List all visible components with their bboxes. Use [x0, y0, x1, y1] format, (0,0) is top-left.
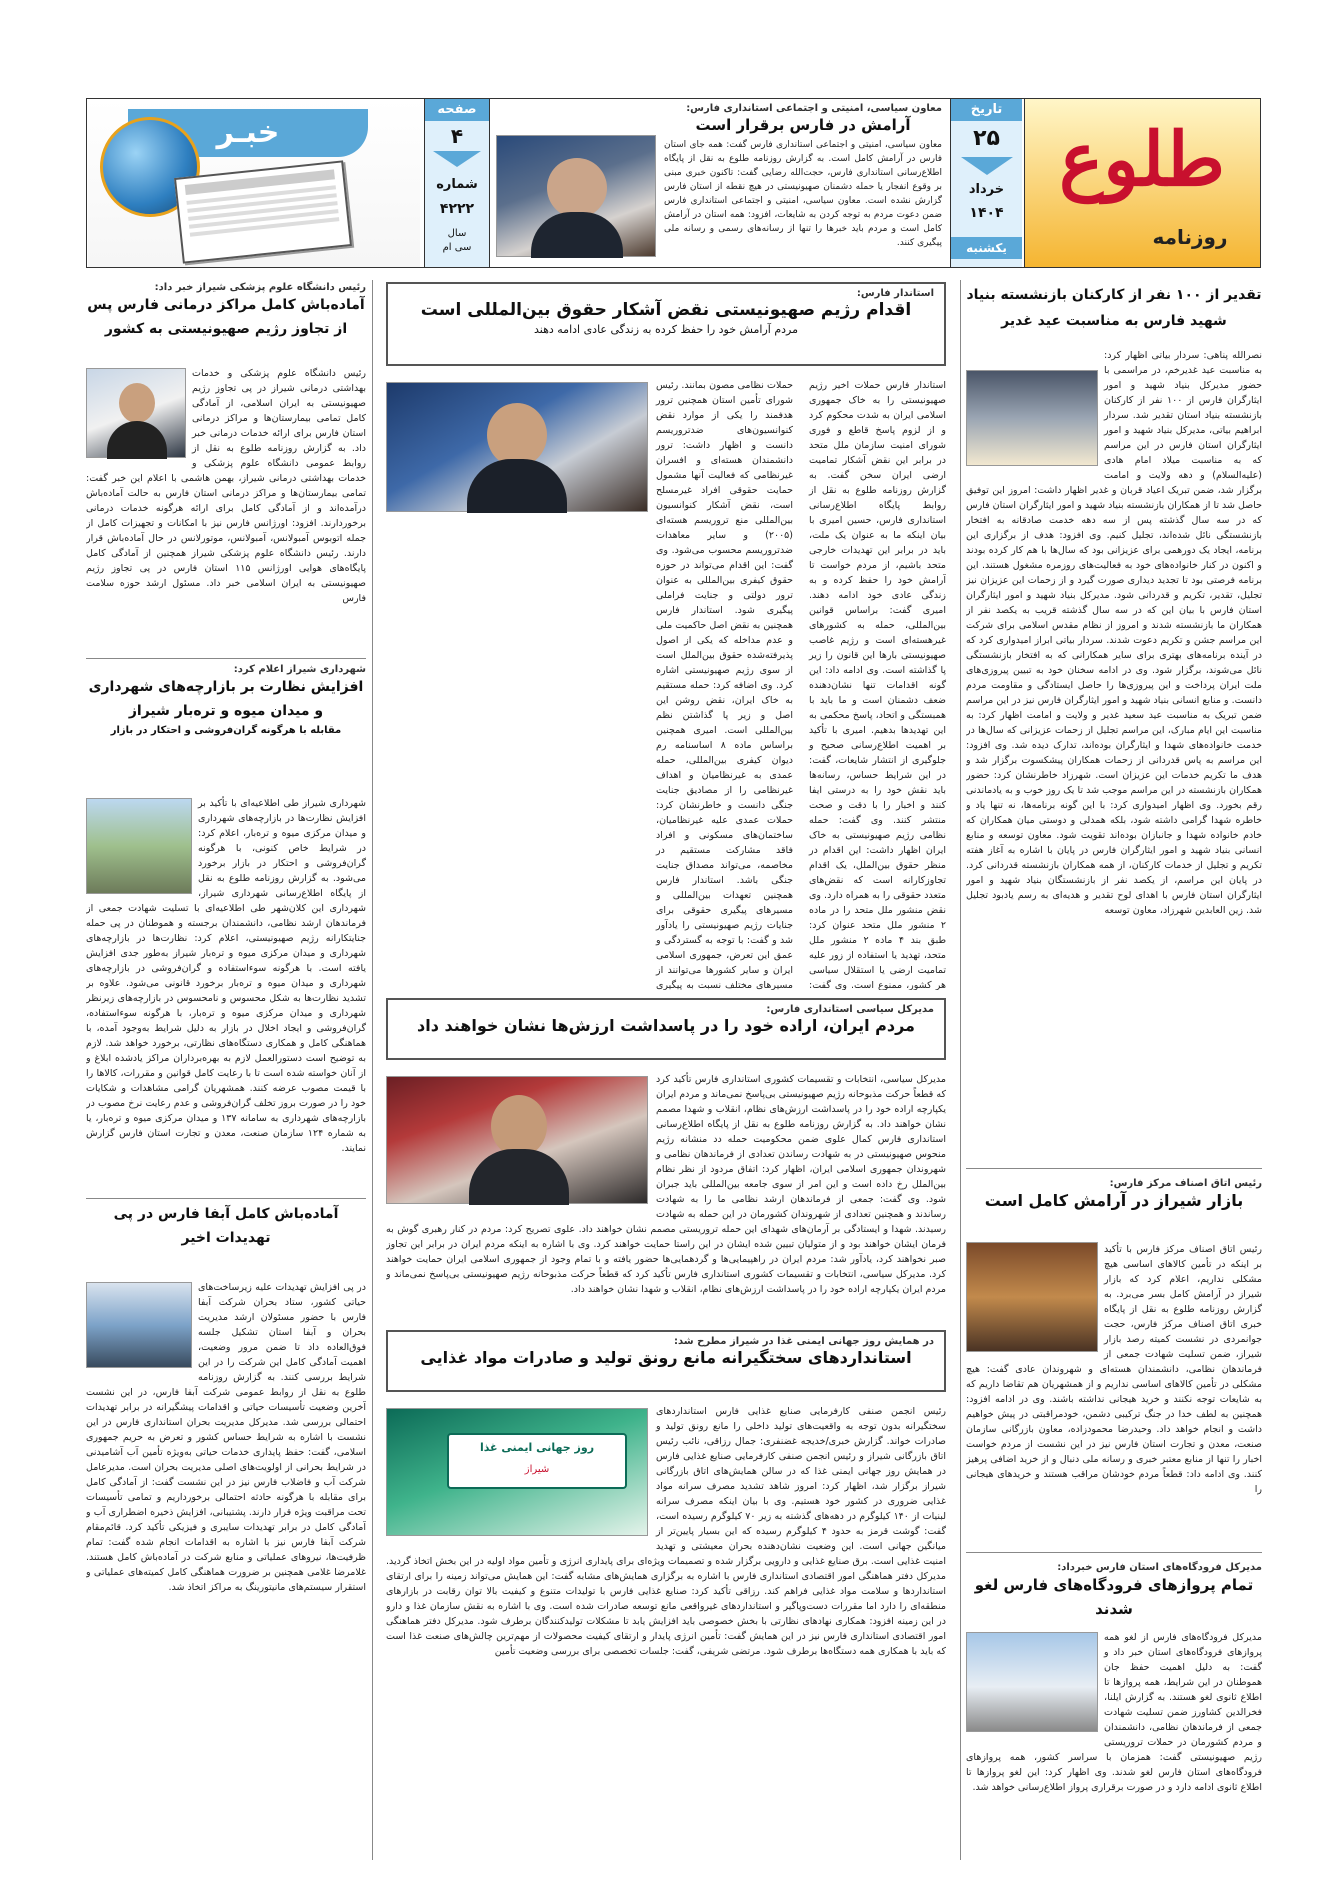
page-chevron-icon	[433, 151, 481, 167]
left-a3-wrap	[86, 1280, 366, 1858]
issue-number: ۴۲۲۲	[439, 201, 475, 217]
top-story-title: آرامش در فارس برقرار است	[695, 116, 911, 134]
divider	[372, 280, 373, 1860]
banner-line2: شیراز	[524, 1464, 550, 1475]
divider	[966, 1552, 1262, 1553]
page-label: صفحه	[425, 99, 489, 121]
mid-headline-box	[386, 998, 946, 1060]
mid-title: مردم ایران، اراده خود را در پاسداشت ارزش‌ها نشان خواهند داد	[417, 1016, 915, 1035]
right-a2-kicker: رئیس اتاق اصناف مرکز فارس:	[1109, 1178, 1262, 1189]
left-a2-kicker: شهرداری شیراز اعلام کرد:	[233, 664, 366, 675]
year-label: سال	[447, 228, 467, 239]
bottom-headline-box	[386, 1330, 946, 1392]
right-a2-wrap	[966, 1242, 1262, 1542]
date-day: ۲۵	[973, 126, 1000, 151]
lead-subtitle: مردم آرامش خود را حفظ کرده به زندگی عادی ادامه دهند	[533, 323, 799, 336]
lead-headline-box	[386, 282, 946, 366]
bottom-body-wrap	[386, 1404, 946, 1858]
lead-kicker: استاندار فارس:	[856, 288, 934, 299]
lead-body-wrap	[386, 378, 946, 990]
left-a2-title: افزایش نظارت بر بازارچه‌های شهرداری و میدان میوه و تره‌بار شیراز	[88, 679, 364, 719]
lead-body: استاندار فارس حملات اخیر رژیم صهیونیستی را به خاک جمهوری اسلامی ایران به شدت محکوم کرد و از لزوم پاسخ قاطع و فوری شورای امنیت سازمان ملل متحد در برابر این نقض آشکار تمامیت ارضی ایران سخن گفت. به گزارش روزنامه طلوع به نقل از روابط پایگاه اطلاع‌رسانی استانداری فارس، حسین امیری با بیان اینکه ما به عنوان یک ملت، باید در برابر این تهدیدات خارجی متحد باشیم، از مردم خواست تا آرامش خود را حفظ کرده و به زندگی عادی خود ادامه دهند. امیری گفت: براساس قوانین بین‌المللی، حمله به کشورهای غیرهسته‌ای است و رژیم غاصب صهیونیستی بارها این قانون را زیر پا گذاشته است. وی ادامه داد: این گونه اقدامات تنها نشان‌دهنده ضعف دشمنان است و ما باید با همبستگی و اتحاد، پاسخ محکمی به این تهدیدها بدهیم. امیری با تأکید بر اهمیت اطلاع‌رسانی صحیح و جلوگیری از انتشار شایعات، گفت: در این شرایط حساس، رسانه‌ها باید نقش خود را به درستی ایفا کنند و اخبار را با دقت و صحت منتشر کنند. وی گفت: حمله نظامی رژیم صهیونیستی به خاک ایران اظهار داشت: این اقدام در منظر حقوق بین‌الملل، یک اقدام تجاوزکارانه است که نقض‌های متعدد حقوقی را به همراه دارد. وی نقض منشور ملل متحد را در ماده ۲ منشور ملل متحد عنوان کرد: طبق بند ۴ ماده ۲ منشور ملل متحد، تهدید یا استفاده از زور علیه تمامیت ارضی یا استقلال سیاسی هر کشور، ممنوع است. وی گفت: حملات نظامی مصون بمانند. رئیس شورای تأمین استان همچنین ترور هدفمند را یکی از موارد نقض کنوانسیون‌های ضدتروریسم دانست و اظهار داشت: ترور دانشمندان هسته‌ای و افسران غیرنظامی که فعالیت آنها مشمول حمایت حقوقی افراد غیرمسلح است، نقض آشکار کنوانسیون بین‌المللی منع تروریسم هسته‌ای (۲۰۰۵) و سایر معاهدات ضدتروریسم محسوب می‌شود. وی گفت: این اقدام می‌تواند در حوزه حقوق کیفری بین‌المللی به عنوان ترور دولتی و جنایت فراملی پیگیری شود. استاندار فارس همچنین به نقض اصل حاکمیت ملی و عدم مداخله که یکی از اصول پذیرفته‌شده حقوق بین‌الملل است از سوی رژیم صهیونیستی اشاره کرد. وی اضافه کرد: حمله مستقیم به خاک ایران، نقض روشن این اصل و زیر پا گذاشتن نظم بین‌المللی است. امیری همچنین براساس ماده ۸ اساسنامه رم دیوان کیفری بین‌المللی، حمله عمدی به غیرنظامیان و اهداف غیرنظامی را از مصادیق جنایت جنگی دانست و خاطرنشان کرد: حملات عمدی علیه غیرنظامیان، ساختمان‌های مسکونی و افراد فاقد مشارکت مستقیم در مخاصمه، می‌تواند مصداق جنایت جنگی باشد. استاندار فارس همچنین تعهدات بین‌المللی و مسیرهای پیگیری حقوقی برای جنایات رژیم صهیونیستی را یادآور شد و گفت: با توجه به گستردگی و عمق این تعرض، جمهوری اسلامی ایران و سایر کشورها می‌توانند از مسیرهای مختلف نسبت به پیگیری	[656, 380, 946, 990]
banner-line1: روز جهانی ایمنی غذا	[479, 1441, 595, 1454]
date-month: خرداد	[968, 182, 1005, 197]
section-banner	[88, 99, 420, 267]
left-a3-body: در پی افزایش تهدیدات علیه زیرساخت‌های حیاتی کشور، ستاد بحران شرکت آبفا فارس با حضور مسئولان ارشد مدیریت بحران و آبفا استان تشکیل جلسه فوق‌العاده داد تا ضمن مرور وضعیت، اهمیت آمادگی کامل این شرکت را در این شرایط بررسی کنند. به گزارش روزنامه طلوع به نقل از روابط عمومی شرکت آبفا فارس، در این نشست آخرین وضعیت تأسیسات حیاتی و اقدامات پیشگیرانه در برابر تهدیدات احتمالی بررسی شد. مدیرکل مدیریت بحران استانداری فارس در این نشست با اشاره به شرایط حساس کشور و تعرض به حریم جمهوری اسلامی، گفت: حفظ پایداری خدمات حیاتی به‌ویژه تأمین آب آشامیدنی در شرایط بحرانی از اولویت‌های اصلی مدیریت بحران است. مدیرعامل شرکت آب و فاضلاب فارس نیز در این نشست گفت: از آمادگی کامل برای مقابله با هرگونه حادثه احتمالی برخورداریم و تمامی تأسیسات تحت مراقبت ویژه قرار دارند. پشتیبانی، افزایش ذخیره اضطراری آب و آمادگی کامل در برابر تهدیدات سایبری و فیزیکی تأکید کرد. قائم‌مقام شرکت آبفا فارس نیز با اشاره به اقدامات انجام شده گفت: تمام ظرفیت‌ها، نیروهای عملیاتی و منابع شرکت در آماده‌باش کامل هستند. غلامرضا غلامی همچنین بر ضرورت هماهنگی کامل کمیته‌های عملیاتی و استقرار سیستم‌های مانیتورینگ به مراکز اتخاذ شد.	[86, 1282, 366, 1593]
mid-kicker: مدیرکل سیاسی استانداری فارس:	[766, 1004, 934, 1015]
right-a1-body: نصرالله پناهی: سردار بیاتی اظهار کرد: به مناسبت عید غدیرخم، در مراسمی با حضور مدیرکل بنیاد شهید و امور ایثارگران فارس از ۱۰۰ نفر از کارکنان بازنشسته بنیاد استان تقدیر شد. سردار ابراهیم بیاتی، مدیرکل بنیاد شهید و امور ایثارگران استان فارس در این مراسم که به مناسبت میلاد امام هادی (علیه‌السلام) و دهه ولایت و امامت برگزار شد، ضمن تبریک اعیاد قربان و غدیر اظهار داشت: امروز این توفیق حاصل شد تا از همکاران بازنشسته بنیاد شهید و امور ایثارگران استان فارس که در سه سال گذشته پس از سه دهه خدمت صادقانه به افتخار بازنشستگی نائل شده‌اند، تجلیل کنیم. وی افزود: هدف از برگزاری این برنامه، ایجاد یک دورهمی برای عزیزانی بود که سال‌ها با هم کار کرده بودند و اکنون در کنار خانواده‌های خود به فعالیت‌های روزمره مشغول هستند. این برنامه فرصتی بود تا تجدید دیداری صورت گیرد و از زحمات این عزیزان نیز تجلیل، تقدیر، تکریم و قدردانی شود. مدیرکل بنیاد شهید و امور ایثارگران استان فارس با بیان این که در سه سال گذشته قریب به یکصد نفر از همکاران ما بازنشسته شدند و امروز از نظام مقدس اسلامی برای شرکت این مراسم جشن و تکریم دعوت شدند. سردار بیاتی ابراز امیدواری کرد که در آینده برنامه‌های بهتری برای سایر همکارانی که به افتخار بازنشستگی نائل می‌شوند، برگزار شود. وی در ادامه سخنان خود به تبیین پیروزی‌های ملت ایران پرداخت و این پیروزی‌ها را حاصل ایستادگی و مقاومت مردم دانست. و منابع انسانی بنیاد شهید و امور ایثارگران فارس نیز در این مراسم ضمن تبریک به مناسبت عید سعید غدیر و ولایت و امامت اظهار کرد: به مناسبت این ایام مبارک، این مراسم تجلیل از زحمات عزیزانی که سال‌ها در خدمت خانواده‌های شهدا و ایثارگران بوده‌اند، تدارک دیده شد. وی افزود: این مراسم به پاس قدردانی از زحمات همکاران پیشکسوت برگزار شد و هدف ما تکریم خدمات این عزیزان است. شهرزاد خاطرنشان کرد: حضور همکاران بازنشسته در این مراسم موجب شد تا یک روز خوب و به یادماندنی رقم بخورد. وی اظهار امیدواری کرد: با این گونه برنامه‌ها، نه تنها یاد و خاطره شهدا گرامی داشته شود، بلکه همدلی و دوستی میان همکاران که خادم خانواده شهدا و جانبازان بوده‌اند تقویت شود. معاون توسعه و منابع انسانی بنیاد شهید و امور ایثارگران فارس در پایان با اشاره به آغاز هفته تکریم و تجلیل از خدمات کارکنان، از همه همکاران بازنشسته قدردانی کرد. در پایان این مراسم، از یکصد نفر از بازنشستگان بنیاد شهید و امور ایثارگران استان فارس با اهدای لوح تقدیر و هدیه‌ای به رسم یادبود تجلیل شد. زین العابدین شهرزاد، معاون توسعه	[966, 350, 1262, 916]
right-a1-wrap	[966, 348, 1262, 1158]
date-chevron-icon	[961, 157, 1013, 175]
bottom-body: رئیس انجمن صنفی کارفرمایی صنایع غذایی فارس استانداردهای سختگیرانه بدون توجه به واقعیت‌های تولید داخلی را مانع رونق تولید و صادرات خواند. گزارش خبری/خدیجه غضنفری: جمال رزاقی، نائب رئیس اتاق بازرگانی شیراز و رئیس انجمن صنفی کارفرمایی صنایع غذایی فارس در همایش روز جهانی ایمنی غذا که در سالن همایش‌های اتاق بازرگانی شیراز برگزار شد، اظهار کرد: امروز شاهد تشدید مصرف سرانه مواد غذایی ضروری در کشور خود هستیم. وی با بیان اینکه مصرف سرانه لبنیات از ۱۴۰ کیلوگرم در دهه‌های گذشته به زیر ۷۰ کیلوگرم رسیده است، گفت: گوشت قرمز به حدود ۴ کیلوگرم رسیده که این بسیار پایین‌تر از میانگین جهانی است. این وضعیت نشان‌دهنده بحران معیشتی و تهدید امنیت غذایی است. برق صنایع غذایی و دارویی برگزار شده و تصمیمات ویژه‌ای برای پایداری انرژی و تأمین مواد اولیه در این بخش اتخاذ گردید. مدیرکل دفتر هماهنگی امور اقتصادی استانداری فارس با اشاره به برگزاری همایش‌های مشابه گفت: این همایش می‌تواند زمینه را برای ارتقای استانداردها و سلامت مواد غذایی فراهم کند. رزاقی تأکید کرد: صنایع غذایی فارس با تولیدات متنوع و کیفیت بالا توان رقابت در بازارهای منطقه‌ای را دارد اما مقررات دست‌وپاگیر و استانداردهای غیرواقعی مانع توسعه صادرات شده است. وی با اشاره به نقش سازمان غذا و دارو در این زمینه افزود: همکاری نهادهای نظارتی با بخش خصوصی باید افزایش یابد تا مشکلات تولیدکنندگان برطرف شود. مدیرکل دفتر هماهنگی امور اقتصادی استانداری فارس نیز در این همایش گفت: تأمین انرژی پایدار و ارتقای کیفیت محصولات از مهم‌ترین چالش‌های صنعت غذا است که باید با همکاری همه دستگاه‌ها برطرف شود. مرتضی شریفی، گفت: جلسات تخصصی برای بررسی وضعیت تأمین	[386, 1406, 946, 1657]
left-a1-wrap	[86, 366, 366, 668]
top-story-kicker: معاون سیاسی، امنیتی و اجتماعی استانداری فارس:	[686, 103, 942, 114]
center-column	[380, 282, 954, 1862]
right-column	[966, 282, 1262, 1862]
left-a2-subtitle: مقابله با هرگونه گران‌فروشی و احتکار در بازار	[110, 725, 342, 736]
mid-body: مدیرکل سیاسی، انتخابات و تقسیمات کشوری استانداری فارس تأکید کرد که قطعاً حرکت مذبوحانه رژیم صهیونیستی بی‌پاسخ نمی‌ماند و مردم ایران یکپارچه اراده خود را در پاسداشت ارزش‌های نظام، انقلاب و شهدا مصمم نشان خواهند داد. به گزارش روزنامه طلوع به نقل از پایگاه اطلاع‌رسانی استانداری فارس کمال علوی ضمن محکومیت حمله دد منشانه رژیم منحوس صهیونیستی در به شهادت رساندن تعدادی از فرماندهان نظامی و شهروندان جمهوری اسلامی ایران، اظهار کرد: اتفاق مردود از نظر نظام بین‌الملل رخ داده است و این امر از سوی جامعه بین‌المللی باید جبران شود. وی گفت: جمعی از فرماندهان ارشد نظامی ما را به شهادت رساندند و همچنین تعدادی از شهروندان کشورمان در این حمله به شهادت رسیدند. شهدا و ایستادگی بر آرمان‌های شهدای این حمله تروریستی مصمم نشان خواهند داد. علوی تصریح کرد: مردم در کنار رهبری گوش به فرمان ایشان خواهند بود و از متولیان تبیین شده ایشان در این راستا حمایت خواهند کرد. وی با اشاره به اینکه مردم ایران در برابر این تجاوز صبر نخواهند کرد، یادآور شد: مردم ایران در راهپیمایی‌ها و گردهمایی‌ها حضور یافته و با تمام وجود از جمهوری اسلامی ایران حمایت خواهند کرد. مدیرکل سیاسی، انتخابات و تقسیمات کشوری استانداری فارس تأکید کرد که قطعاً حرکت مذبوحانه رژیم صهیونیستی بی‌پاسخ نمی‌ماند و مردم ایران یکپارچه اراده خود را در پاسداشت ارزش‌های نظام، انقلاب و شهدا نشان خواهند داد.	[386, 1074, 946, 1295]
right-a2-body: رئیس اتاق اصناف مرکز فارس با تأکید بر اینکه در تأمین کالاهای اساسی هیچ مشکلی نداریم، اعلام کرد که بازار شیراز در آرامش کامل بسر می‌برد. به گزارش روزنامه طلوع به نقل از پایگاه خبری اتاق اصناف مرکز فارس، حجت جوانمردی در نشست کمیته رصد بازار شیراز، ضمن تسلیت شهادت جمعی از فرماندهان نظامی، دانشمندان هسته‌ای و شهروندان عادی گفت: هیچ مشکلی در تأمین کالاهای اساسی نداریم و از همشهریان هم تقاضا داریم که به شایعات توجه نکنند و خرید هیجانی نداشته باشند. وی در ادامه افزود: همچنین به لطف خدا در جنگ ترکیبی دشمن، خودمراقبتی در پیش خواهیم داشت و انجام خواهد داد. وحیدرضا محمودزاده، معاون بازرگانی سازمان صنعت، معدن و تجارت استان فارس نیز در این نشست از مردم خواست اخبار را تنها از منابع معتبر خبری و رسانه ملی دنبال و از خرید اضافی پرهیز کنند. وی ادامه داد: قطعاً مردم خودشان مراقب هستند و خریدهای هیجانی را	[966, 1244, 1262, 1495]
divider	[86, 658, 366, 659]
masthead	[86, 98, 1261, 268]
top-story-body: معاون سیاسی، امنیتی و اجتماعی استانداری فارس گفت: همه جای استان فارس در آرامش کامل است. به گزارش روزنامه طلوع به نقل از پایگاه اطلاع‌رسانی استانداری فارس، حجت‌الله رضایی گفت: تاکنون خبری مبنی بر وقوع انفجار یا حمله دشمنان صهیونیستی در هیچ نقطه از استان فارس گزارش نشده است. معاون سیاسی، امنیتی و اجتماعی استانداری فارس ضمن دعوت مردم به توجه کردن به شایعات، افزود: همه استان در آرامش کامل است و مردم باید خبرها را تنها از رسانه‌های رسمی و رسانه ملی پیگیری کنند.	[664, 140, 942, 248]
page-issue-block	[424, 99, 490, 267]
portrait-face-icon	[547, 158, 607, 218]
logo-block	[1024, 99, 1260, 267]
divider	[966, 1168, 1262, 1169]
date-year: ۱۴۰۴	[969, 205, 1004, 221]
top-story	[664, 103, 942, 263]
date-block	[950, 99, 1022, 267]
left-a2-wrap	[86, 796, 366, 1190]
date-label: تاریخ	[951, 99, 1022, 121]
divider	[960, 280, 961, 1860]
right-a1-title: تقدیر از ۱۰۰ نفر از کارکنان بازنشسته بنیاد شهید فارس به مناسبت عید غدیر	[966, 287, 1262, 329]
left-a2-body: شهرداری شیراز طی اطلاعیه‌ای با تأکید بر افزایش نظارت‌ها در بازارچه‌های شهرداری و میدان مرکزی میوه و تره‌بار، اعلام کرد: در شرایط خاص کنونی، با هرگونه گران‌فروشی و احتکار در بازار برخورد می‌شود. به گزارش روزنامه طلوع به نقل از پایگاه اطلاع‌رسانی شهرداری شیراز، شهرداری این کلان‌شهر طی اطلاعیه‌ای با تسلیت شهادت جمعی از فرماندهان ارشد نظامی، دانشمندان برجسته و هموطنان در پی حمله جنایتکارانه رژیم صهیونیستی، اعلام کرد: نظارت‌ها در بازارچه‌های شهرداری و میدان مرکزی میوه و تره‌بار شیراز به‌طور جدی افزایش یافته است. با هرگونه سوءاستفاده و گران‌فروشی در بازارچه‌های شهرداری و میدان میوه و تره‌بار برخورد قانونی می‌شود. علاوه بر تشدید نظارت‌ها به شکل محسوس و نامحسوس در بازارچه‌های زیرنظر شهرداری و میدان مرکزی میوه و تره‌بار، با هرگونه سوءاستفاده، گران‌فروشی و ایجاد اخلال در بازار به دلیل شرایط به‌وجود آمده، با هماهنگی کامل و همکاری دستگاه‌های نظارتی، برخورد خواهد شد. لازم به توضیح است دستورالعمل لازم به بهره‌برداران مراکز یادشده ابلاغ و از آنان خواسته شده است تا با رعایت کامل قوانین و مقررات، کالاها را با قیمت مصوب عرضه کنند. همشهریان گرامی مشاهدات و شکایات خود را در صورت بروز تخلف گران‌فروشی و عدم رعایت نرخ مصوب در بازارچه‌های شهرداری به سامانه ۱۳۷ و میدان مرکزی میوه و تره‌بار، یا به شماره ۱۲۴ سازمان صنعت، معدن و تجارت استان فارس گزارش نمایند.	[86, 798, 366, 1154]
left-a1-body: رئیس دانشگاه علوم پزشکی و خدمات بهداشتی درمانی شیراز در پی تجاوز رژیم صهیونیستی به ایران اسلامی، از آمادگی کامل تمامی بیمارستان‌ها و مراکز درمانی استان فارس برای ارائه خدمات درمانی خبر داد. به گزارش روزنامه طلوع به نقل از روابط عمومی دانشگاه علوم پزشکی و خدمات بهداشتی درمانی شیراز، بهمن هاشمی با اعلام این خبر گفت: تمامی بیمارستان‌ها و مراکز درمانی استان فارس به حالت آماده‌باش درآمده‌اند و از آمادگی کامل برای ارائه هرگونه خدمات درمانی برخوردارند. افزود: اورژانس فارس نیز با امکانات و تجهیزات کامل از جمله اتوبوس آمبولانس، آمبولانس، موتورلانس در حال آماده‌باش قرار دارند. رئیس دانشگاه علوم پزشکی شیراز همچنین از آمادگی کامل پایگاه‌های هوایی اورژانس ۱۱۵ استان فارس در پی تجاوز رژیم صهیونیستی به ایران اسلامی خبر داد. مسئول ارشد حوزه سلامت فارس	[86, 368, 366, 604]
mid-body-wrap	[386, 1072, 946, 1322]
divider	[86, 1198, 366, 1199]
left-a3-title: آماده‌باش کامل آبفا فارس در پی تهدیدات اخیر	[113, 1206, 339, 1246]
right-a3-body: مدیرکل فرودگاه‌های فارس از لغو همه پروازهای فرودگاه‌های استان خبر داد و گفت: به دلیل اهمیت حفظ جان هموطنان در این شرایط، همه پروازها تا اطلاع ثانوی لغو هستند. به گزارش ایلنا، فخرالدین کشاورز ضمن تسلیت شهادت جمعی از فرماندهان نظامی، دانشمندان و مردم کشورمان در حملات تروریستی رژیم صهیونیستی گفت: همزمان با سراسر کشور، همه پروازهای فرودگاه‌های استان فارس لغو شدند. وی اظهار کرد: این لغو پروازها تا اطلاع ثانوی ادامه دارد و در صورت برقراری پرواز اطلاع‌رسانی خواهد شد.	[966, 1632, 1262, 1793]
left-column	[86, 282, 366, 1862]
section-name: خبـر	[216, 115, 280, 150]
lead-title: اقدام رژیم صهیونیستی نقض آشکار حقوق بین‌المللی است	[420, 300, 912, 320]
right-a3-title: تمام پروازهای فرودگاه‌های فارس لغو شدند	[974, 1576, 1254, 1618]
year-value: سی ام	[442, 242, 472, 253]
page-number: ۴	[450, 124, 464, 148]
newspaper-icon	[174, 160, 352, 263]
portrait-suit-icon	[531, 212, 623, 258]
left-a1-title: آماده‌باش کامل مراکز درمانی فارس پس از تجاوز رژیم صهیونیستی به کشور	[87, 297, 365, 337]
right-a3-wrap	[966, 1630, 1262, 1860]
issue-label: شماره	[436, 177, 478, 192]
bottom-title: استانداردهای سختگیرانه مانع رونق تولید و صادرات مواد غذایی	[420, 1348, 912, 1367]
date-weekday: یکشنبه	[951, 237, 1022, 259]
right-a2-title: بازار شیراز در آرامش کامل است	[984, 1191, 1244, 1210]
right-a3-kicker: مدیرکل فرودگاه‌های استان فارس خبرداد:	[1057, 1562, 1262, 1573]
logo-sub: روزنامه	[1152, 225, 1228, 249]
logo-text: طلوع	[1059, 117, 1225, 203]
top-story-photo	[496, 135, 656, 257]
bottom-kicker: در همایش روز جهانی ایمنی غذا در شیراز مطرح شد:	[674, 1336, 934, 1347]
left-a1-kicker: رئیس دانشگاه علوم پزشکی شیراز خبر داد:	[154, 282, 366, 293]
